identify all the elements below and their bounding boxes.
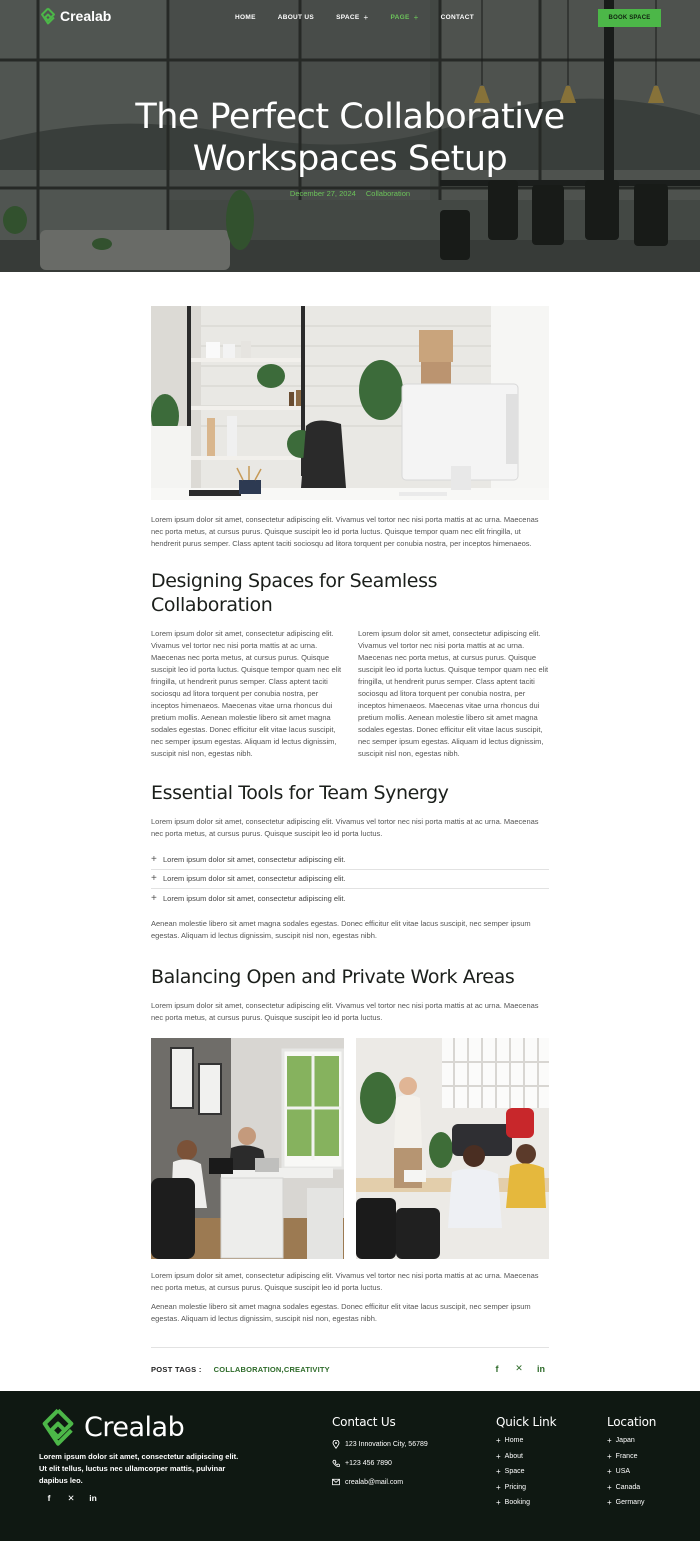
- open-workspace-image: [356, 1038, 549, 1259]
- menu-label: HOME: [235, 14, 256, 21]
- footer-link-text: Home: [504, 1437, 524, 1444]
- plus-icon: +: [607, 1451, 612, 1461]
- contact-phone-text: +123 456 7890: [345, 1459, 392, 1467]
- article-body: [151, 272, 549, 1391]
- footer-location-canada[interactable]: [607, 1483, 656, 1491]
- menu-label: SPACE: [336, 14, 360, 21]
- article-featured-image: [151, 306, 549, 500]
- menu-item-page[interactable]: [390, 13, 418, 22]
- linkedin-icon[interactable]: in: [89, 1493, 97, 1503]
- x-twitter-icon[interactable]: ✕: [515, 1363, 523, 1373]
- footer-link-about[interactable]: [496, 1452, 556, 1460]
- footer-location-france[interactable]: [607, 1452, 656, 1460]
- menu-label: PAGE: [390, 14, 410, 21]
- list-item: [151, 850, 549, 870]
- footer-contact-column: [332, 1415, 428, 1486]
- title-line-1: The Perfect Collaborative: [135, 97, 565, 137]
- footer-link-text: Pricing: [504, 1483, 527, 1491]
- facebook-icon[interactable]: f: [47, 1493, 51, 1503]
- footer-link-text: France: [615, 1452, 638, 1460]
- menu-label: CONTACT: [440, 14, 474, 21]
- image-gallery: [151, 1038, 549, 1259]
- footer-link-text: Space: [504, 1468, 525, 1475]
- list-item: [151, 889, 549, 909]
- site-footer: [0, 1391, 700, 1541]
- menu-item-contact[interactable]: [441, 13, 474, 22]
- footer-location-column: [607, 1415, 656, 1507]
- contact-title: Contact Us: [332, 1415, 396, 1429]
- post-tags-label: POST TAGS :: [151, 1364, 202, 1374]
- list-item: [151, 870, 549, 890]
- two-column-text: [151, 628, 549, 760]
- footer-quick-links-column: [496, 1415, 556, 1507]
- plus-icon: +: [607, 1482, 612, 1492]
- post-tags-bar: [151, 1347, 549, 1391]
- logo-text: Crealab: [60, 8, 112, 24]
- plus-icon: +: [607, 1498, 612, 1507]
- footer-link-text: About: [504, 1452, 523, 1460]
- plus-icon: +: [496, 1451, 501, 1461]
- plus-icon: +: [496, 1467, 501, 1476]
- footer-location-usa[interactable]: [607, 1468, 656, 1476]
- menu-label: ABOUT US: [277, 14, 315, 21]
- gallery-caption-paragraph-1: Lorem ipsum dolor sit amet, consectetur adipiscing elit. Vivamus vel tortor nec nisi porta mattis at ac urna. Maecenas nec porta metus, at cursus purus. Quisque suscipit leo id porta luctus.: [151, 1270, 539, 1292]
- section-heading-designing-spaces: Designing Spaces for Seamless Collaboration: [151, 570, 438, 616]
- x-twitter-icon[interactable]: ✕: [67, 1492, 75, 1503]
- crealab-logo-icon: [38, 1407, 78, 1447]
- contact-email[interactable]: [332, 1478, 428, 1486]
- section-heading-essential-tools: Essential Tools for Team Synergy: [151, 782, 449, 804]
- private-office-image: [151, 1038, 344, 1259]
- hero-section: [0, 0, 700, 272]
- location-pin-icon: [332, 1440, 340, 1449]
- contact-email-text: crealab@mail.com: [345, 1478, 404, 1486]
- crealab-logo-icon: [39, 7, 57, 25]
- plus-icon: +: [496, 1436, 501, 1445]
- contact-address-text: 123 Innovation City, 56789: [345, 1440, 428, 1448]
- footer-social-links: [44, 1492, 98, 1504]
- phone-icon: [332, 1459, 340, 1468]
- footer-link-text: Canada: [615, 1483, 641, 1491]
- plus-icon: +: [151, 893, 157, 905]
- private-office-illustration: [151, 1038, 344, 1259]
- office-desk-illustration: [151, 306, 549, 500]
- section-heading-balancing-areas: Balancing Open and Private Work Areas: [151, 965, 515, 988]
- share-buttons: [492, 1363, 546, 1375]
- post-meta: [0, 189, 700, 198]
- list-item-text: Lorem ipsum dolor sit amet, consectetur adipiscing elit.: [163, 874, 346, 884]
- footer-description: Lorem ipsum dolor sit amet, consectetur adipiscing elit. Ut elit tellus, luctus nec ullamcorper mattis, pulvinar dapibus leo.: [39, 1452, 239, 1485]
- main-menu: [235, 13, 496, 22]
- plus-icon: +: [363, 13, 369, 22]
- contact-phone[interactable]: [332, 1459, 428, 1467]
- list-item-text: Lorem ipsum dolor sit amet, consectetur adipiscing elit.: [163, 894, 346, 904]
- plus-icon: +: [413, 13, 419, 22]
- footer-logo[interactable]: [38, 1407, 184, 1447]
- footer-link-space[interactable]: [496, 1468, 556, 1476]
- open-workspace-illustration: [356, 1038, 549, 1259]
- footer-logo-text: Crealab: [84, 1411, 185, 1443]
- menu-item-about-us[interactable]: [278, 13, 314, 22]
- footer-link-text: USA: [615, 1468, 631, 1475]
- linkedin-icon[interactable]: in: [537, 1363, 545, 1374]
- mail-icon: [332, 1478, 340, 1486]
- gallery-caption-paragraph-2: Aenean molestie libero sit amet magna sodales egestas. Donec efficitur elit vitae lacus suscipit, nec semper ipsum egestas. Aliquam id lectus dignissim, suscipit nisl non, egestas nibh.: [151, 1301, 531, 1323]
- title-line-2: Workspaces Setup: [192, 139, 508, 179]
- location-title: Location: [607, 1415, 657, 1429]
- footer-link-home[interactable]: [496, 1437, 556, 1445]
- plus-icon: +: [151, 853, 157, 865]
- feature-list: [151, 850, 549, 909]
- header-logo[interactable]: [39, 7, 111, 25]
- post-tags-links[interactable]: COLLABORATION,CREATIVITY: [213, 1364, 330, 1374]
- post-date: December 27, 2024: [289, 189, 356, 198]
- footer-link-pricing[interactable]: [496, 1483, 556, 1491]
- section-intro-paragraph: Lorem ipsum dolor sit amet, consectetur adipiscing elit. Vivamus vel tortor nec nisi porta mattis at ac urna. Maecenas nec porta metus, at cursus purus. Quisque suscipit leo id porta luctus.: [151, 1000, 539, 1022]
- article-intro-paragraph: Lorem ipsum dolor sit amet, consectetur adipiscing elit. Vivamus vel tortor nec nisi porta mattis at ac urna. Maecenas nec porta metus, at cursus purus. Quisque suscipit leo id porta luctus. Quisque tempor quam nec elit fringilla, ut hendrerit purus semper. Class aptent taciti sociosqu ad litora torquent per conubia nostra, per inceptos himenaeos.: [151, 515, 539, 548]
- plus-icon: +: [496, 1498, 501, 1507]
- column-paragraph-left: Lorem ipsum dolor sit amet, consectetur adipiscing elit. Vivamus vel tortor nec nisi porta mattis at ac urna. Maecenas nec porta metus, at cursus purus. Quisque suscipit leo id porta luctus. Quisque tempor quam nec elit fringilla, ut hendrerit purus semper. Class aptent taciti sociosqu ad litora torquent per conubia nostra, per inceptos himenaeos. Maecenas vitae urna rhoncus dui pretium mollis. Aenean molestie libero sit amet magna sodales egestas. Donec efficitur elit vitae lacus suscipit, nec semper ipsum egestas. Aliquam id lectus dignissim, suscipit nisl non, egestas nibh.: [151, 629, 342, 758]
- facebook-icon[interactable]: f: [495, 1363, 499, 1374]
- footer-link-booking[interactable]: [496, 1499, 556, 1507]
- plus-icon: +: [496, 1482, 501, 1492]
- menu-item-home[interactable]: [235, 13, 256, 22]
- footer-location-japan[interactable]: [607, 1437, 656, 1445]
- quick-link-title: Quick Link: [496, 1415, 557, 1429]
- section-outro-paragraph: Aenean molestie libero sit amet magna sodales egestas. Donec efficitur elit vitae lacus suscipit, nec semper ipsum egestas. Aliquam id lectus dignissim, suscipit nisl non, egestas nibh.: [151, 918, 531, 940]
- plus-icon: +: [151, 873, 157, 885]
- footer-link-text: Japan: [615, 1437, 635, 1444]
- footer-link-text: Germany: [615, 1499, 645, 1506]
- plus-icon: +: [607, 1436, 612, 1445]
- list-item-text: Lorem ipsum dolor sit amet, consectetur adipiscing elit.: [163, 854, 346, 864]
- top-navigation: [0, 0, 700, 36]
- page-title: [0, 96, 700, 180]
- post-category-link[interactable]: Collaboration: [365, 189, 411, 198]
- section-intro-paragraph: Lorem ipsum dolor sit amet, consectetur adipiscing elit. Vivamus vel tortor nec nisi porta mattis at ac urna. Maecenas nec porta metus, at cursus purus. Quisque suscipit leo id porta luctus.: [151, 817, 539, 838]
- footer-link-text: Booking: [504, 1499, 530, 1506]
- plus-icon: +: [607, 1467, 612, 1476]
- book-space-button[interactable]: BOOK SPACE: [598, 9, 661, 27]
- menu-item-space[interactable]: [336, 13, 368, 22]
- footer-location-germany[interactable]: [607, 1499, 656, 1507]
- column-paragraph-right: Lorem ipsum dolor sit amet, consectetur adipiscing elit. Vivamus vel tortor nec nisi porta mattis at ac urna. Maecenas nec porta metus, at cursus purus. Quisque suscipit leo id porta luctus. Quisque tempor quam nec elit fringilla, ut hendrerit purus semper. Class aptent taciti sociosqu ad litora torquent per conubia nostra, per inceptos himenaeos. Maecenas vitae urna rhoncus dui pretium mollis. Aenean molestie libero sit amet magna sodales egestas. Donec efficitur elit vitae lacus suscipit, nec semper ipsum egestas. Aliquam id lectus dignissim, suscipit nisl non, egestas nibh.: [358, 629, 549, 758]
- contact-address: [332, 1440, 428, 1448]
